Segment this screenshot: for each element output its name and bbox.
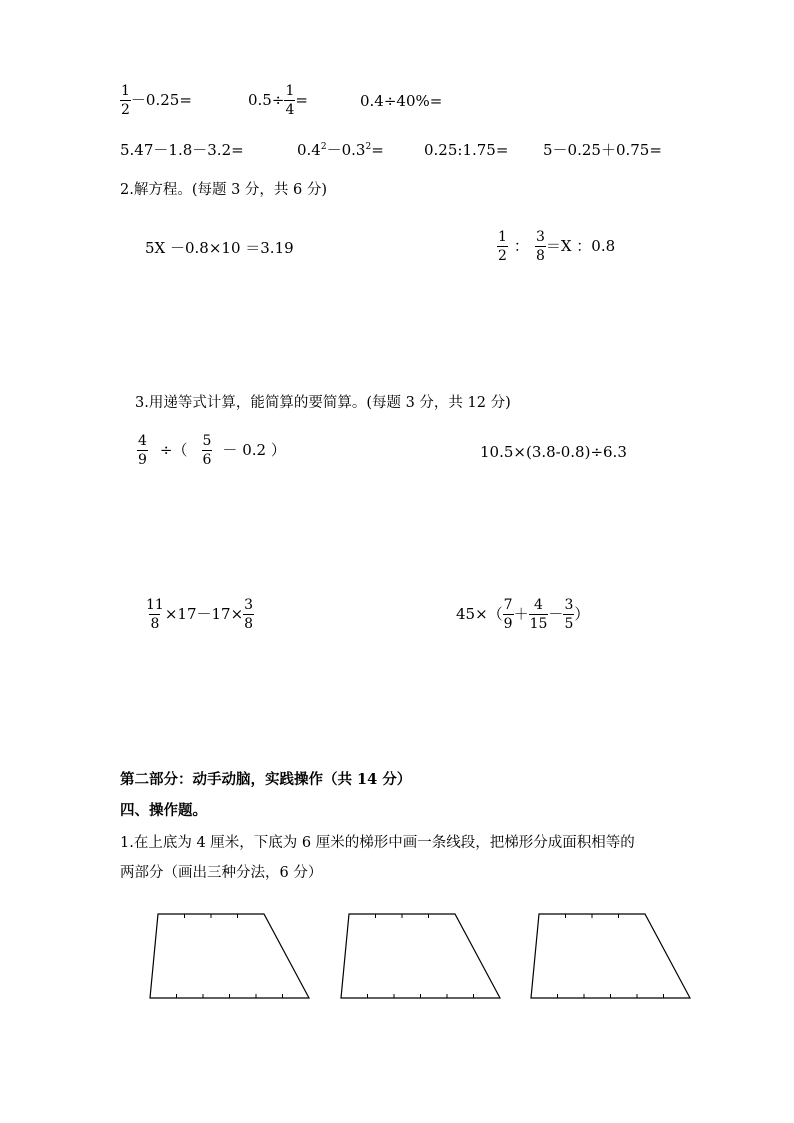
section-3-title: 3.用递等式计算，能简算的要简算。(每题 3 分，共 12 分) bbox=[135, 395, 511, 411]
question-text-line-1: 1.在上底为 4 厘米，下底为 6 厘米的梯形中画一条线段，把梯形分成面积相等的 bbox=[120, 835, 635, 851]
section-2-title: 2.解方程。(每题 3 分，共 6 分) bbox=[120, 182, 328, 198]
oral-item-7: 5－0.25＋0.75= bbox=[543, 141, 662, 159]
calc-problem-4: 45×（ $\frac{7}{9}$ ＋ $\frac{4}{15}$ － $\frac{3}{5}$ ） bbox=[456, 597, 590, 632]
oral-item-3: 0.4÷40%= bbox=[360, 92, 443, 110]
part-2-title: 第二部分：动手动脑，实践操作（共 14 分） bbox=[120, 771, 412, 788]
trapezoid-outline bbox=[341, 914, 500, 998]
fraction: $\frac{3}{8}$ bbox=[535, 229, 545, 264]
trapezoid-outline bbox=[531, 914, 690, 998]
calc-problem-3: $\frac{11}{8}$ ×17－17× $\frac{3}{8}$ bbox=[146, 597, 254, 632]
fraction: $\frac{3}{5}$ bbox=[564, 597, 574, 632]
calc-problem-1: $\frac{4}{9}$ ÷（ $\frac{5}{6}$ － 0.2 ） bbox=[138, 433, 286, 468]
trapezoid-figure-1 bbox=[146, 910, 316, 1004]
fraction: $\frac{11}{8}$ bbox=[146, 597, 164, 632]
question-text-line-2: 两部分（画出三种分法，6 分） bbox=[120, 865, 323, 881]
oral-item-1: $\frac{1}{2}$ －0.25= bbox=[121, 83, 192, 118]
equation-2: $\frac{1}{2}$ ： $\frac{3}{8}$ ＝X ：0.8 bbox=[498, 229, 616, 264]
fraction: $\frac{5}{6}$ bbox=[202, 433, 212, 468]
oral-item-2: 0.5÷ $\frac{1}{4}$ = bbox=[248, 83, 308, 118]
oral-item-4: 5.47－1.8－3.2= bbox=[120, 141, 244, 159]
fraction: $\frac{7}{9}$ bbox=[503, 597, 513, 632]
fraction: $\frac{4}{15}$ bbox=[529, 597, 548, 632]
fraction: $\frac{1}{4}$ bbox=[285, 83, 295, 118]
fraction: $\frac{3}{8}$ bbox=[244, 597, 254, 632]
trapezoid-figure-2 bbox=[337, 910, 507, 1004]
equation-1: 5X －0.8×10 ＝3.19 bbox=[145, 239, 294, 257]
oral-item-6: 0.25:1.75= bbox=[424, 141, 509, 159]
fraction: $\frac{4}{9}$ bbox=[138, 433, 147, 468]
trapezoid-outline bbox=[150, 914, 309, 998]
trapezoid-figure-3 bbox=[527, 910, 697, 1004]
fraction: $\frac{1}{2}$ bbox=[498, 229, 507, 264]
fraction: $\frac{1}{2}$ bbox=[121, 83, 130, 118]
oral-item-5: $0.4^2-0.3^2=$ bbox=[297, 141, 384, 159]
calc-problem-2: 10.5×(3.8-0.8)÷6.3 bbox=[480, 443, 627, 461]
section-4-heading: 四、操作题。 bbox=[120, 802, 207, 819]
